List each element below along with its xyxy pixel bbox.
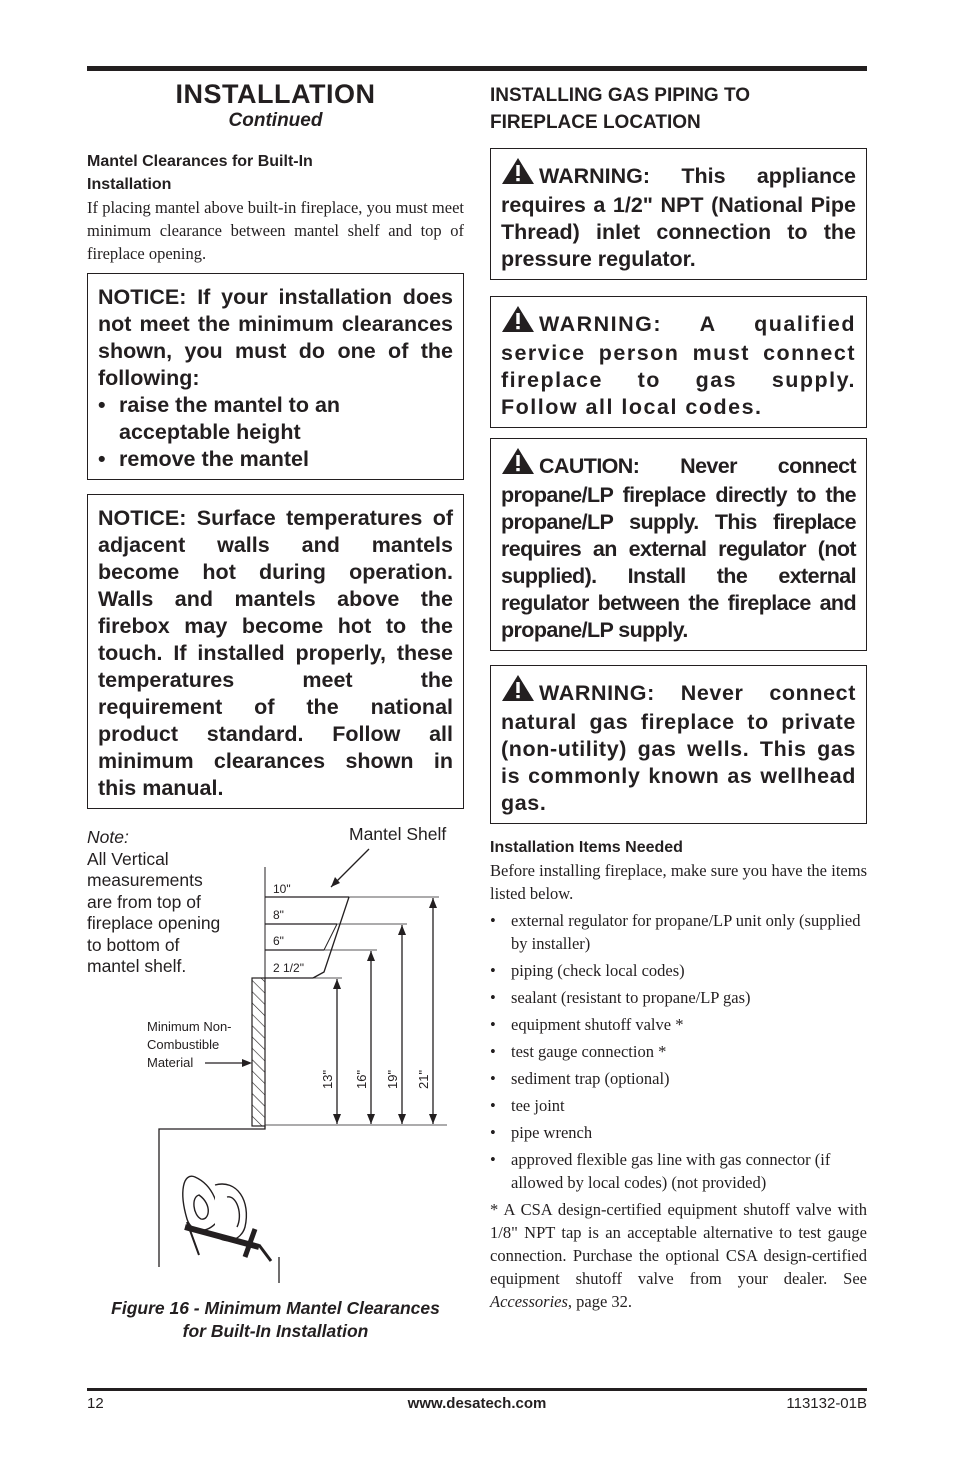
figure-note-line: measurements — [87, 870, 203, 890]
list-item: • test gauge connection * — [490, 1040, 867, 1063]
height-label: 16" — [354, 1069, 369, 1089]
warning-wellhead-text: WARNING: Never connect natural gas fireplace to private (non-utility) gas wells. This gas is commonly known as wellhead gas. — [501, 681, 856, 815]
caution-propane-box — [490, 438, 867, 651]
items-needed-list — [490, 909, 867, 1194]
figure-note-line: All Vertical — [87, 848, 169, 869]
notice-item: • raise the mantel to an acceptable height — [98, 392, 453, 446]
height-label: 21" — [416, 1069, 431, 1089]
noncombustible-label: Minimum Non- — [147, 1019, 232, 1034]
figure-caption-line: Figure 16 - Minimum Mantel Clearances — [111, 1298, 440, 1318]
figure-caption-line: for Built-In Installation — [182, 1321, 369, 1341]
warning-qualified-box — [490, 296, 867, 428]
figure-16 — [87, 827, 464, 1341]
page-number: 12 — [87, 1395, 104, 1412]
continued-label: Continued — [228, 110, 323, 131]
warning-qualified-text: WARNING: A qualified service person must connect fireplace to gas supply. Follow all local codes. — [501, 312, 856, 419]
list-item: • tee joint — [490, 1094, 867, 1117]
figure-note-line: to bottom of — [87, 934, 180, 955]
list-item: • pipe wrench — [490, 1121, 867, 1144]
section-title: INSTALLATION — [175, 79, 376, 109]
top-rule — [87, 66, 867, 71]
accessories-reference: Accessories — [490, 1292, 568, 1311]
warning-triangle-icon — [501, 157, 535, 192]
warning-triangle-icon — [501, 305, 535, 340]
notice-temperatures-box: NOTICE: Surface temperatures of adjacent walls and mantels become hot during operation. Walls and mantels above the firebox may become hot to the touch. If installed properly, these temperatures meet the requirement of the national product standard. Follow all minimum clearances shown in this manual. — [87, 494, 464, 809]
notice-item: • remove the mantel — [98, 446, 453, 473]
gas-piping-title: INSTALLING GAS PIPING TO FIREPLACE LOCATION — [490, 85, 751, 133]
items-needed-heading: Installation Items Needed — [490, 839, 683, 856]
figure-note-line: fireplace opening — [87, 913, 221, 933]
figure-caption — [87, 1297, 464, 1343]
mantel-shelf-label: Mantel Shelf — [349, 827, 447, 844]
website-url: www.desatech.com — [407, 1395, 547, 1412]
list-item: • equipment shutoff valve * — [490, 1013, 867, 1036]
caution-propane-text: CAUTION: Never connect propane/LP fireplace directly to the propane/LP supply. This fireplace requires an external regulator (not supplied). Install the external regulator between the fireplace and propane/LP supply. — [501, 454, 856, 642]
shelf-depth-label: 8" — [273, 908, 284, 922]
warning-wellhead-box — [490, 665, 867, 824]
footnote — [490, 1198, 867, 1313]
warning-triangle-icon — [501, 674, 535, 709]
document-number: 113132-01B — [786, 1395, 867, 1412]
list-item: • external regulator for propane/LP unit only (supplied by installer) — [490, 909, 867, 955]
list-item: • piping (check local codes) — [490, 959, 867, 982]
noncombustible-material — [252, 978, 265, 1126]
height-label: 19" — [385, 1069, 400, 1089]
shelf-depth-label: 10" — [273, 882, 291, 896]
footnote-text: * A CSA design-certified equipment shutoff valve with 1/8" NPT tap is an acceptable alternative to test gauge connection. Purchase the optional CSA design-certified equipment shutoff valve from your dealer. See — [490, 1200, 867, 1288]
shelf-depth-label: 6" — [273, 934, 284, 948]
figure-note-line: are from top of — [87, 891, 201, 912]
items-needed-intro: Before installing fireplace, make sure you have the items listed below. — [490, 861, 867, 903]
bottom-rule — [87, 1388, 867, 1391]
mantel-clearance-diagram — [87, 827, 464, 1297]
figure-note-label: Note: — [87, 827, 129, 847]
figure-note-line: mantel shelf. — [87, 956, 187, 976]
list-item: • sealant (resistant to propane/LP gas) — [490, 986, 867, 1009]
right-column — [490, 82, 867, 1313]
noncombustible-label: Material — [147, 1055, 194, 1070]
warning-npt-text: WARNING: This appliance requires a 1/2" NPT (National Pipe Thread) inlet connection to the pressure regulator. — [501, 164, 856, 271]
left-column — [87, 78, 464, 1341]
warning-triangle-icon — [501, 447, 535, 482]
notice-clearances-text: NOTICE: If your installation does not meet the minimum clearances shown, you must do one of the following: — [98, 285, 453, 390]
shelf-depth-label: 2 1/2" — [273, 961, 304, 975]
list-item: • approved flexible gas line with gas connector (if allowed by local codes) (not provided) — [490, 1148, 867, 1194]
noncombustible-label: Combustible — [147, 1037, 220, 1052]
footnote-page-ref: , page 32. — [567, 1292, 633, 1311]
height-label: 13" — [320, 1069, 335, 1089]
notice-clearances-box — [87, 273, 464, 480]
list-item: • sediment trap (optional) — [490, 1067, 867, 1090]
notice-clearances-list — [98, 392, 453, 473]
warning-npt-box — [490, 148, 867, 280]
mantel-clearances-body: If placing mantel above built-in fireplace, you must meet minimum clearance between mantel shelf and top of fireplace opening. — [87, 198, 464, 263]
log-set-icon — [183, 1176, 271, 1261]
mantel-clearances-heading: Mantel Clearances for Built-In Installation — [87, 153, 313, 193]
